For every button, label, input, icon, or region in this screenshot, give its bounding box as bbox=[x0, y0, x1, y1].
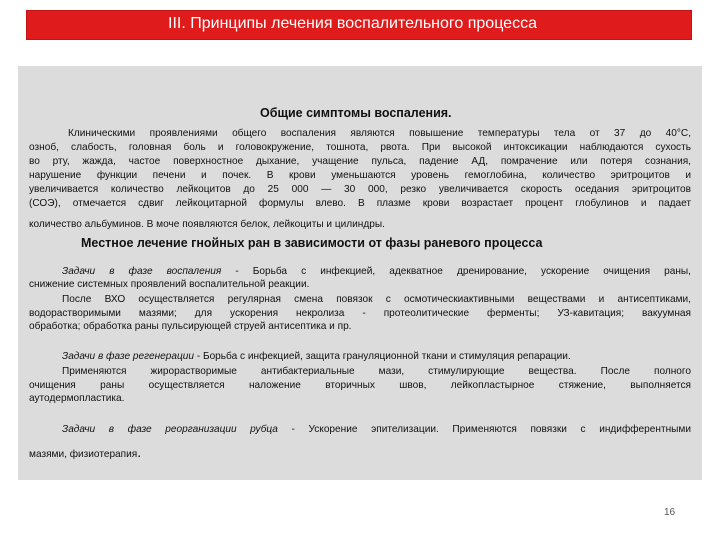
phase1-line-5: обработка; обработка раны пульсирующей струей антисептика и пр. bbox=[29, 321, 352, 332]
phase2-text: - Борьба с инфекцией, защита грануляционной ткани и стимуляция репарации. bbox=[193, 351, 571, 362]
phase2-line-3: очищения раны осуществляется наложение вторичных швов, лейкопластырное стяжение, выполняется bbox=[29, 380, 691, 391]
phase3-text-end: мазями, физиотерапия bbox=[29, 449, 138, 460]
phase2-line-4: аутодермопластика. bbox=[29, 393, 125, 404]
local-treatment-heading: Местное лечение гнойных ран в зависимости от фазы раневого процесса bbox=[81, 236, 543, 250]
phase2-line-2: Применяются жирорастворимые антибактериальные мази, стимулирующие вещества. После полного bbox=[62, 366, 691, 377]
phase2-line-1 bbox=[62, 351, 571, 362]
phase1-text: - Борьба с инфекцией, адекватное дренирование, ускорение очищения раны, bbox=[221, 266, 691, 277]
phase1-line-1 bbox=[62, 265, 691, 279]
general-line-5: увеличивается количество лейкоцитов до 25 000 — 30 000, резко увеличивается скорость оседания эритроцитов bbox=[29, 184, 691, 195]
phase1-line-3: После ВХО осуществляется регулярная смена повязок с осмотическиактивными веществами и антисептиками, bbox=[62, 294, 691, 305]
title-bar bbox=[26, 10, 692, 40]
content-panel bbox=[18, 66, 702, 480]
phase3-line-2 bbox=[29, 444, 141, 460]
general-line-7: количество альбуминов. В моче появляются белок, лейкоциты и цилиндры. bbox=[29, 219, 385, 230]
general-line-3: во рту, жажда, частое поверхностное дыхание, учащение пульса, падение АД, помрачение или потеря сознания, bbox=[29, 156, 691, 167]
slide-title: III. Принципы лечения воспалительного процесса bbox=[168, 15, 537, 32]
page-number: 16 bbox=[664, 507, 676, 518]
phase3-label: Задачи в фазе реорганизации рубца bbox=[62, 424, 278, 435]
general-line-1: Клиническими проявлениями общего воспаления являются повышение температуры тела от 37 до 40°С, bbox=[68, 128, 691, 139]
phase3-line-1 bbox=[62, 423, 691, 437]
phase3-text: - Ускорение эпителизации. Применяются повязки с индифферентными bbox=[277, 424, 692, 435]
general-line-4: нарушение функции печени и почек. В крови уменьшаются уровень гемоглобина, количество эритроцитов и bbox=[29, 170, 691, 181]
phase1-label: Задачи в фазе воспаления bbox=[62, 266, 222, 277]
general-symptoms-heading: Общие симптомы воспаления. bbox=[260, 106, 452, 120]
general-line-2: озноб, слабость, головная боль и головокружение, тошнота, рвота. При высокой интоксикации наблюдаются сухость bbox=[29, 142, 691, 153]
general-line-6: (СОЭ), отмечается сдвиг лейкоцитарной формулы влево. В плазме крови возрастает процент глобулинов и падает bbox=[29, 198, 691, 209]
phase2-label: Задачи в фазе регенерации bbox=[62, 351, 194, 362]
phase1-line-4: водорастворимыми мазями; для ускорения некролиза - протеолитические ферменты; УЗ-кавитация; вакуумная bbox=[29, 308, 691, 319]
phase1-line-2: снижение системных проявлений воспалительной реакции. bbox=[29, 279, 310, 290]
phase3-period: . bbox=[137, 444, 142, 460]
